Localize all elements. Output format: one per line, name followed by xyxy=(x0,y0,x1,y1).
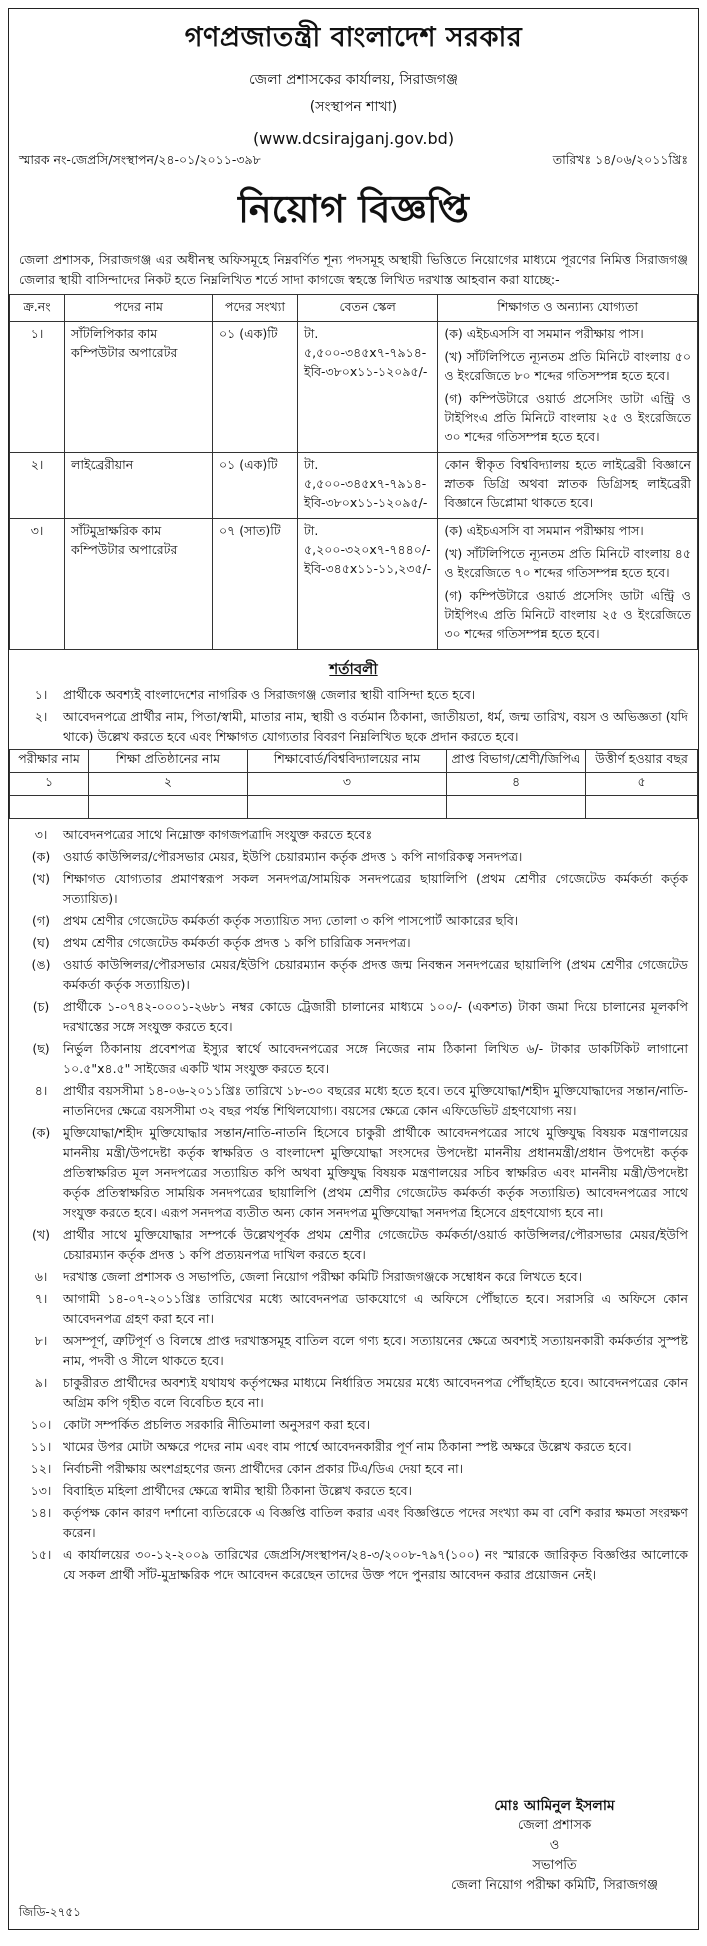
header xyxy=(9,9,698,148)
item-number: ৮। xyxy=(34,1333,48,1348)
education-table xyxy=(9,749,698,819)
table-row xyxy=(10,519,698,650)
item-text: কর্তৃপক্ষ কোন কারণ দর্শানো ব্যতিরেকে এ বিজ্ঞপ্তি বাতিল করার এবং বিজ্ঞপ্তিতে পদের সংখ্যা কম বা বেশি করার ক্ষমতা সংরক্ষণ করেন। xyxy=(63,1505,688,1540)
edu-col-board: শিক্ষাবোর্ড/বিশ্ববিদ্যালয়ের নাম xyxy=(248,750,447,773)
item-number: ৭। xyxy=(34,1291,48,1306)
item-number: ১। xyxy=(34,687,48,702)
row-qualification xyxy=(438,453,698,519)
education-table-numbers xyxy=(10,773,698,796)
row-serial: ২। xyxy=(10,453,65,519)
item-text: প্রার্থীর বয়সসীমা ১৪-০৬-২০১১খ্রিঃ তারিখে ১৮-৩০ বছরের মধ্যে হতে হবে। তবে মুক্তিযোদ্ধা/শহীদ মুক্তিযোদ্ধাদের সন্তান/নাতি-নাতনিদের ক্ষেত্রে বয়সসীমা ৩২ বছর পর্যন্ত শিথিলযোগ্য। বয়সের ক্ষেত্রে কোন এফিডেভিট গ্রহণযোগ্য নয়। xyxy=(63,1083,688,1118)
item-text: বিবাহিত মহিলা প্রার্থীদের ক্ষেত্রে স্বামীর স্থায়ী ঠিকানা উল্লেখ করতে হবে। xyxy=(63,1483,412,1498)
list-item xyxy=(9,1481,698,1501)
row-post-name: লাইব্রেরীয়ান xyxy=(65,453,213,519)
col-post-name: পদের নাম xyxy=(65,295,213,322)
list-item xyxy=(9,707,698,747)
intro-paragraph: জেলা প্রশাসক, সিরাজগঞ্জ এর অধীনস্থ অফিসমূহে নিম্নবর্ণিত শূন্য পদসমূহ অস্থায়ী ভিত্তিতে নিয়োগের মাধ্যমে পূরণের নিমিত্ত সিরাজগঞ্জ জেলার স্থায়ী বাসিন্দাদের নিকট হতে নিম্নলিখিত শর্তে সাদা কাগজে স্বহস্তে লিখিত দরখাস্ত আহবান করা যাচ্ছে:- xyxy=(19,252,688,287)
notice-date: তারিখঃ ১৪/০৬/২০১১খ্রিঃ xyxy=(552,152,688,167)
row-serial: ৩। xyxy=(10,519,65,650)
row-post-count: ০১ (এক)টি xyxy=(213,453,298,519)
list-item xyxy=(9,1267,698,1287)
row-post-name: সাঁটমুদ্রাক্ষরিক কাম কম্পিউটার অপারেটর xyxy=(65,519,213,650)
item-number: (ঙ) xyxy=(31,957,51,972)
item-text: অসম্পূর্ণ, ত্রুটিপূর্ণ ও বিলম্বে প্রাপ্ত দরখাস্তসমূহ বাতিল বলে গণ্য হবে। সত্যায়নের ক্ষেত্রে অবশ্যই সত্যায়নকারী কর্মকর্তার সুস্পষ্ট নাম, পদবী ও সীলে থাকতে হবে। xyxy=(63,1333,688,1368)
item-text: প্রার্থীর সাথে মুক্তিযোদ্ধার সম্পর্কে উল্লেখপূর্বক প্রথম শ্রেণীর গেজেটেড কর্মকর্তা/ওয়ার্ড কাউন্সিলর/পৌরসভার মেয়র/ইউপি চেয়ারম্যান কর্তৃক প্রদত্ত ১ কপি প্রত্যয়নপত্র দাখিল করতে হবে। xyxy=(63,1227,688,1262)
list-item xyxy=(9,1437,698,1457)
edu-num: ৪ xyxy=(447,773,586,796)
posts-table xyxy=(9,294,698,650)
list-item xyxy=(9,1503,698,1543)
item-text: আবেদনপত্রে প্রার্থীর নাম, পিতা/স্বামী, মাতার নাম, স্থায়ী ও বর্তমান ঠিকানা, জাতীয়তা, ধর্ম, জন্ম তারিখ, বয়স ও অভিজ্ঞতা (যদি থাকে) উল্লেখ করতে হবে এবং শিক্ষাগত যোগ্যতার বিবরণ নিম্নলিখিত ছকে প্রদান করতে হবে। xyxy=(63,709,688,744)
qualification-item: (গ) কম্পিউটারে ওয়ার্ড প্রসেসিং ডাটা এন্ট্রি ও টাইপিংএ প্রতি মিনিটে বাংলায় ২৫ ও ইংরেজিতে ৩০ শব্দের গতিসম্পন্ন হতে হবে। xyxy=(444,391,691,444)
item-text: আবেদনপত্রের সাথে নিম্নোক্ত কাগজপত্রাদি সংযুক্ত করতে হবেঃ xyxy=(63,827,373,842)
item-text: কোটা সম্পর্কিত প্রচলিত সরকারি নীতিমালা অনুসরণ করা হবে। xyxy=(63,1417,371,1432)
item-number: ৬। xyxy=(34,1269,48,1284)
col-serial: ক্র.নং xyxy=(10,295,65,322)
item-number: (খ) xyxy=(32,1227,50,1242)
item-text: খামের উপর মোটা অক্ষরে পদের নাম এবং বাম পার্শ্বে আবেদনকারীর পূর্ণ নাম ঠিকানা স্পষ্ট অক্ষরে উল্লেখ করতে হবে। xyxy=(63,1439,632,1454)
item-number: ১৪। xyxy=(30,1505,52,1520)
item-text: এ কার্যালয়ের ৩০-১২-২০০৯ তারিখের জেপ্রসি/সংস্থাপন/২৪-৩/২০০৮-৭৯৭(১০০) নং স্মারকে জারিকৃত বিজ্ঞপ্তির আলোকে যে সকল প্রার্থী সাঁট-মুদ্রাক্ষরিক পদে আবেদন করেছেন তাদের উক্ত পদে পুনরায় আবেদন করার প্রয়োজন নেই। xyxy=(63,1547,688,1582)
col-qualification: শিক্ষাগত ও অন্যান্য যোগ্যতা xyxy=(438,295,698,322)
row-pay-scale: টা. ৫,৫০০-৩৪৫x৭-৭৯১৪-ইবি-৩৮০x১১-১২০৯৫/- xyxy=(298,453,438,519)
item-number: ১০। xyxy=(30,1417,52,1432)
item-text: দরখাস্ত জেলা প্রশাসক ও সভাপতি, জেলা নিয়োগ পরীক্ষা কমিটি সিরাজগঞ্জকে সম্বোধন করে লিখতে হবে। xyxy=(63,1269,583,1284)
list-item xyxy=(9,1373,698,1413)
signature-block xyxy=(451,1796,658,1896)
list-item xyxy=(9,1331,698,1371)
list-item xyxy=(9,1289,698,1329)
list-item xyxy=(9,1545,698,1585)
item-number: (গ) xyxy=(32,913,50,928)
row-pay-scale: টা. ৫,২০০-৩২০x৭-৭৪৪০/- ইবি-৩৪৫x১১-১১,২৩৫/- xyxy=(298,519,438,650)
item-number: (ক) xyxy=(31,1125,51,1140)
col-post-count: পদের সংখ্যা xyxy=(213,295,298,322)
row-pay-scale: টা. ৫,৫০০-৩৪৫x৭-৭৯১৪-ইবি-৩৮০x১১-১২০৯৫/- xyxy=(298,322,438,453)
item-number: (ক) xyxy=(31,849,51,864)
office-name: জেলা প্রশাসকের কার্যালয়, সিরাজগঞ্জ xyxy=(249,72,458,88)
list-item xyxy=(9,1039,698,1079)
item-number: ১৫। xyxy=(30,1547,52,1562)
edu-num: ৩ xyxy=(248,773,447,796)
government-title: গণপ্রজাতন্ত্রী বাংলাদেশ সরকার xyxy=(184,22,523,53)
item-number: (ঘ) xyxy=(32,935,50,950)
signatory-title: জেলা প্রশাসক xyxy=(517,1818,592,1833)
website-text: (www.dcsirajganj.gov.bd) xyxy=(252,129,455,148)
edu-num: ২ xyxy=(89,773,248,796)
qualification-item: কোন স্বীকৃত বিশ্ববিদ্যালয় হতে লাইব্রেরী বিজ্ঞানে স্নাতক ডিগ্রি অথবা স্নাতক ডিগ্রিসহ লাইব্রেরী বিজ্ঞানে ডিপ্লোমা থাকতে হবে। xyxy=(444,457,691,510)
table-row xyxy=(10,322,698,453)
item-number: ১২। xyxy=(30,1461,52,1476)
item-text: ওয়ার্ড কাউন্সিলর/পৌরসভার মেয়র, ইউপি চেয়ারম্যান কর্তৃক প্রদত্ত ১ কপি নাগরিকত্ব সনদপত্র। xyxy=(63,849,523,864)
item-text: আগামী ১৪-০৭-২০১১খ্রিঃ তারিখের মধ্যে আবেদনপত্র ডাকযোগে এ অফিসে পৌঁছাতে হবে। সরাসরি এ অফিসে কোন আবেদনপত্র গ্রহণ করা হবে না। xyxy=(63,1291,688,1326)
row-post-count: ০৭ (সাত)টি xyxy=(213,519,298,650)
item-number: ৯। xyxy=(34,1375,48,1390)
list-item xyxy=(9,1081,698,1121)
qualification-item: (খ) সাঁটলিপিতে ন্যূনতম প্রতি মিনিটে বাংলায় ৫০ ও ইংরেজিতে ৮০ শব্দের গতিসম্পন্ন হতে হবে। xyxy=(444,349,691,383)
list-item xyxy=(9,869,698,909)
list-item xyxy=(9,955,698,995)
item-number: ১৩। xyxy=(30,1483,52,1498)
col-pay-scale: বেতন স্কেল xyxy=(298,295,438,322)
item-number: (ছ) xyxy=(32,1041,50,1056)
item-number: ২। xyxy=(34,709,48,724)
edu-num: ৫ xyxy=(586,773,698,796)
list-item xyxy=(9,1415,698,1435)
posts-table-header xyxy=(10,295,698,322)
gd-number: জিডি-২৭৫১ xyxy=(19,1905,81,1919)
edu-col-result: প্রাপ্ত বিভাগ/শ্রেণী/জিপিএ xyxy=(447,750,586,773)
item-text: ওয়ার্ড কাউন্সিলর/পৌরসভার মেয়র/ইউপি চেয়ারম্যান কর্তৃক প্রদত্ত জন্ম নিবন্ধন সনদপত্রের ছায়ালিপি (প্রথম শ্রেণীর গেজেটেড কর্মকর্তা কর্তৃক সত্যায়িত)। xyxy=(63,957,688,992)
table-row xyxy=(10,453,698,519)
signatory-name: মোঃ আমিনুল ইসলাম xyxy=(494,1798,615,1814)
row-serial: ১। xyxy=(10,322,65,453)
list-item xyxy=(9,1225,698,1265)
item-text: নির্ভুল ঠিকানায় প্রবেশপত্র ইস্যুর স্বার্থে আবেদনপত্রের সঙ্গে নিজের নাম ঠিকানা লিখিত ৬/- টাকার ডাকটিকিট লাগানো ১০.৫"x৪.৫" সাইজের একটি খাম সংযুক্ত করতে হবে। xyxy=(63,1041,688,1076)
notice-title: নিয়োগ বিজ্ঞপ্তি xyxy=(238,187,469,231)
terms-heading: শর্তাবলী xyxy=(329,660,378,678)
item-number: ৪। xyxy=(34,1083,48,1098)
list-item xyxy=(9,825,698,845)
memo-number: স্মারক নং-জেপ্রসি/সংস্থাপন/২৪-০১/২০১১-৩৯৮ xyxy=(19,152,261,167)
list-item xyxy=(9,1459,698,1479)
item-number: ৩। xyxy=(34,827,48,842)
qualification-item: (ক) এইচএসসি বা সমমান পরীক্ষায় পাস। xyxy=(444,523,644,538)
signatory-and: ও xyxy=(549,1838,560,1853)
item-text: প্রথম শ্রেণীর গেজেটেড কর্মকর্তা কর্তৃক সত্যায়িত সদ্য তোলা ৩ কপি পাসপোর্ট আকারের ছবি। xyxy=(63,913,519,928)
branch-name: (সংস্থাপন শাখা) xyxy=(309,99,398,115)
qualification-item: (খ) সাঁটলিপিতে ন্যূনতম প্রতি মিনিটে বাংলায় ৪৫ ও ইংরেজিতে ৭০ শব্দের গতিসম্পন্ন হতে হবে। xyxy=(444,546,691,580)
list-item xyxy=(9,847,698,867)
item-text: প্রথম শ্রেণীর গেজেটেড কর্মকর্তা কর্তৃক প্রদত্ত ১ কপি চারিত্রিক সনদপত্র। xyxy=(63,935,411,950)
item-text: প্রার্থীকে অবশ্যই বাংলাদেশের নাগরিক ও সিরাজগঞ্জ জেলার স্থায়ী বাসিন্দা হতে হবে। xyxy=(63,687,476,702)
list-item xyxy=(9,933,698,953)
item-text: চাকুরীরত প্রার্থীদের অবশ্যই যথাযথ কর্তৃপক্ষের মাধ্যমে নির্ধারিত সময়ের মধ্যে আবেদনপত্র পৌঁছাইতে হবে। আবেদনপত্রের কোন অগ্রিম কপি গৃহীত বলে বিবেচিত হবে না। xyxy=(63,1375,688,1410)
signatory-role: সভাপতি xyxy=(532,1858,577,1873)
education-table-header xyxy=(10,750,698,773)
item-number: (চ) xyxy=(32,999,50,1014)
row-post-count: ০১ (এক)টি xyxy=(213,322,298,453)
row-qualification xyxy=(438,322,698,453)
edu-col-institution: শিক্ষা প্রতিষ্ঠানের নাম xyxy=(89,750,248,773)
edu-col-year: উত্তীর্ণ হওয়ার বছর xyxy=(586,750,698,773)
list-item xyxy=(9,1123,698,1223)
conditions-list xyxy=(9,825,698,1585)
item-text: প্রার্থীকে ১-০৭৪২-০০০১-২৬৮১ নম্বর কোডে ট্রেজারী চালানের মাধ্যমে ১০০/- (একশত) টাকা জমা দিয়ে চালানের মূলকপি দরখাস্তের সঙ্গে সংযুক্ত করতে হবে। xyxy=(63,999,688,1034)
item-text: নির্বাচনী পরীক্ষায় অংশগ্রহণের জন্য প্রার্থীদের কোন প্রকার টিএ/ডিএ দেয়া হবে না। xyxy=(63,1461,464,1476)
item-number: ১১। xyxy=(30,1439,52,1454)
row-qualification xyxy=(438,519,698,650)
item-text: শিক্ষাগত যোগ্যতার প্রমাণস্বরূপ সকল সনদপত্র/সাময়িক সনদপত্রের ছায়ালিপি (প্রথম শ্রেণীর গেজেটেড কর্মকর্তা কর্তৃক সত্যায়িত)। xyxy=(63,871,688,906)
edu-col-exam: পরীক্ষার নাম xyxy=(10,750,89,773)
qualification-item: (গ) কম্পিউটারে ওয়ার্ড প্রসেসিং ডাটা এন্ট্রি ও টাইপিংএ প্রতি মিনিটে বাংলায় ২৫ ও ইংরেজিতে ৩০ শব্দের গতিসম্পন্ন হতে হবে। xyxy=(444,588,691,641)
list-item xyxy=(9,997,698,1037)
education-table-blank-row xyxy=(10,796,698,819)
edu-num: ১ xyxy=(10,773,89,796)
item-text: মুক্তিযোদ্ধা/শহীদ মুক্তিযোদ্ধার সন্তান/নাতি-নাতনি হিসেবে চাকুরী প্রার্থীকে আবেদনপত্রের সাথে মুক্তিযুদ্ধ বিষয়ক মন্ত্রণালয়ের মাননীয় মন্ত্রী/উপদেষ্টা কর্তৃক স্বাক্ষরিত ও বাংলাদেশ মুক্তিযোদ্ধা সংসদের উপদেষ্টা মাননীয় প্রধানমন্ত্রী/প্রধান উপদেষ্টা কর্তৃক প্রতিস্বাক্ষরিত মূল সনদপত্রের সত্যায়িত কপি অথবা মুক্তিযুদ্ধ বিষয়ক মন্ত্রণালয়ের সচিব স্বাক্ষরিত এবং মাননীয় মন্ত্রী/উপদেষ্টা কর্তৃক প্রতিস্বাক্ষরিত সাময়িক সনদপত্রের ছায়ালিপি (প্রথম শ্রেণীর গেজেটেড কর্মকর্তা কর্তৃক সত্যায়িত) আবেদনপত্রের সাথে সংযুক্ত করতে হবে। এরূপ সনদপত্র ব্যতীত অন্য কোন সনদপত্র মুক্তিযোদ্ধা সনদপত্র হিসেবে গ্রহণযোগ্য হবে না। xyxy=(63,1125,688,1220)
notice-page xyxy=(8,8,699,1930)
row-post-name: সাঁটলিপিকার কাম কম্পিউটার অপারেটর xyxy=(65,322,213,453)
reference-row xyxy=(9,148,698,172)
signatory-committee: জেলা নিয়োগ পরীক্ষা কমিটি, সিরাজগঞ্জ xyxy=(451,1878,658,1893)
list-item xyxy=(9,685,698,705)
list-item xyxy=(9,911,698,931)
qualification-item: (ক) এইচএসসি বা সমমান পরীক্ষায় পাস। xyxy=(444,326,644,341)
item-number: (খ) xyxy=(32,871,50,886)
